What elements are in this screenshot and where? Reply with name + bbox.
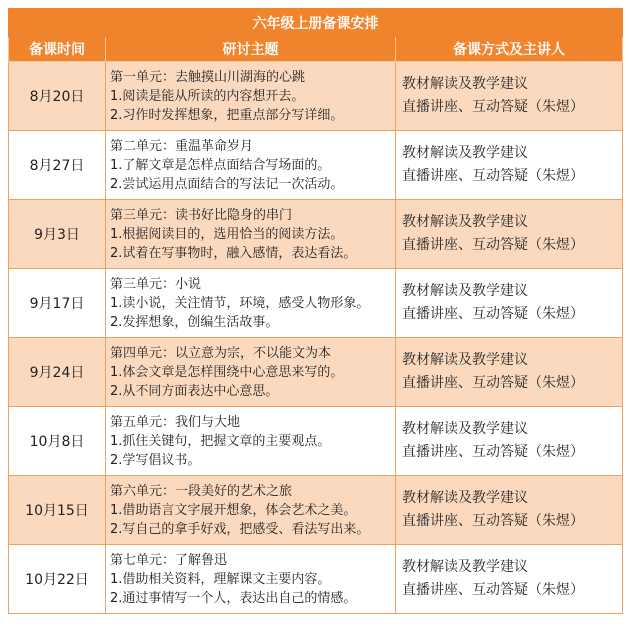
method-line-1: 教材解读及教学建议 — [402, 283, 528, 299]
method-line-2: 直播讲座、互动答疑（朱煜） — [402, 306, 584, 322]
method-line-1: 教材解读及教学建议 — [402, 421, 528, 437]
topic-point-1: 1.抓住关键句，把握文章的主要观点。 — [110, 433, 331, 449]
topic-point-2: 2.从不同方面表达中心意思。 — [110, 383, 279, 399]
unit-title: 第六单元：一段美好的艺术之旅 — [110, 483, 293, 499]
header-date: 备课时间 — [9, 37, 106, 62]
schedule-container — [8, 8, 622, 614]
date-cell — [9, 200, 106, 269]
table-title: 六年级上册备课安排 — [9, 9, 623, 37]
method-line-1: 教材解读及教学建议 — [402, 214, 528, 230]
date-cell — [9, 131, 106, 200]
topic-point-2: 2.写自己的拿手好戏，把感受、看法写出来。 — [110, 521, 370, 537]
unit-title: 第三单元：小说 — [110, 276, 202, 292]
method-line-1: 教材解读及教学建议 — [402, 352, 528, 368]
topic-point-1: 1.借助语言文字展开想象，体会艺术之美。 — [110, 502, 357, 518]
topic-point-2: 2.发挥想象，创编生活故事。 — [110, 314, 279, 330]
date-text: 8月27日 — [29, 158, 85, 174]
method-line-2: 直播讲座、互动答疑（朱煜） — [402, 582, 584, 598]
method-cell — [396, 407, 623, 476]
date-cell — [9, 407, 106, 476]
method-line-1: 教材解读及教学建议 — [402, 490, 528, 506]
table-row — [9, 131, 623, 200]
topic-cell — [106, 62, 396, 131]
title-row — [9, 9, 623, 37]
table-row — [9, 545, 623, 614]
topic-cell — [106, 269, 396, 338]
header-row — [9, 37, 623, 62]
date-text: 8月20日 — [29, 89, 85, 105]
method-cell — [396, 62, 623, 131]
topic-point-1: 1.阅读是能从所读的内容想开去。 — [110, 88, 305, 104]
date-cell — [9, 338, 106, 407]
method-line-2: 直播讲座、互动答疑（朱煜） — [402, 168, 584, 184]
header-topic: 研讨主题 — [106, 37, 396, 62]
method-cell — [396, 200, 623, 269]
topic-point-2: 2.尝试运用点面结合的写法记一次活动。 — [110, 176, 344, 192]
table-row — [9, 407, 623, 476]
table-row — [9, 200, 623, 269]
method-cell — [396, 476, 623, 545]
method-cell — [396, 545, 623, 614]
unit-title: 第七单元：了解鲁迅 — [110, 552, 228, 568]
method-cell — [396, 269, 623, 338]
table-row — [9, 269, 623, 338]
topic-point-1: 1.了解文章是怎样点面结合写场面的。 — [110, 157, 331, 173]
unit-title: 第一单元：去触摸山川湖海的心跳 — [110, 69, 306, 85]
date-cell — [9, 476, 106, 545]
table-row — [9, 62, 623, 131]
header-method: 备课方式及主讲人 — [396, 37, 623, 62]
method-line-2: 直播讲座、互动答疑（朱煜） — [402, 375, 584, 391]
topic-point-1: 1.根据阅读目的，选用恰当的阅读方法。 — [110, 226, 344, 242]
schedule-table — [8, 8, 623, 614]
unit-title: 第三单元：读书好比隐身的串门 — [110, 207, 293, 223]
date-text: 9月24日 — [29, 365, 85, 381]
date-cell — [9, 62, 106, 131]
method-line-1: 教材解读及教学建议 — [402, 145, 528, 161]
date-text: 9月3日 — [34, 227, 80, 243]
method-line-2: 直播讲座、互动答疑（朱煜） — [402, 513, 584, 529]
date-text: 9月17日 — [29, 296, 85, 312]
unit-title: 第四单元：以立意为宗，不以能文为本 — [110, 345, 332, 361]
method-line-2: 直播讲座、互动答疑（朱煜） — [402, 444, 584, 460]
date-cell — [9, 269, 106, 338]
date-text: 10月8日 — [29, 434, 85, 450]
topic-cell — [106, 131, 396, 200]
topic-cell — [106, 476, 396, 545]
date-text: 10月15日 — [25, 503, 89, 519]
method-line-1: 教材解读及教学建议 — [402, 76, 528, 92]
topic-point-1: 1.体会文章是怎样围绕中心意思来写的。 — [110, 364, 344, 380]
unit-title: 第二单元：重温革命岁月 — [110, 138, 254, 154]
topic-cell — [106, 407, 396, 476]
unit-title: 第五单元：我们与大地 — [110, 414, 241, 430]
topic-point-1: 1.读小说，关注情节，环境，感受人物形象。 — [110, 295, 370, 311]
table-row — [9, 476, 623, 545]
date-cell — [9, 545, 106, 614]
topic-point-2: 2.学写倡议书。 — [110, 452, 201, 468]
topic-cell — [106, 545, 396, 614]
topic-cell — [106, 200, 396, 269]
table-row — [9, 338, 623, 407]
method-line-1: 教材解读及教学建议 — [402, 559, 528, 575]
method-cell — [396, 338, 623, 407]
topic-point-2: 2.试着在写事物时，融入感情，表达看法。 — [110, 245, 357, 261]
method-cell — [396, 131, 623, 200]
topic-point-2: 2.通过事情写一个人，表达出自己的情感。 — [110, 590, 357, 606]
method-line-2: 直播讲座、互动答疑（朱煜） — [402, 99, 584, 115]
topic-point-2: 2.习作时发挥想象，把重点部分写详细。 — [110, 107, 344, 123]
date-text: 10月22日 — [25, 572, 89, 588]
topic-point-1: 1.借助相关资料，理解课文主要内容。 — [110, 571, 331, 587]
method-line-2: 直播讲座、互动答疑（朱煜） — [402, 237, 584, 253]
topic-cell — [106, 338, 396, 407]
